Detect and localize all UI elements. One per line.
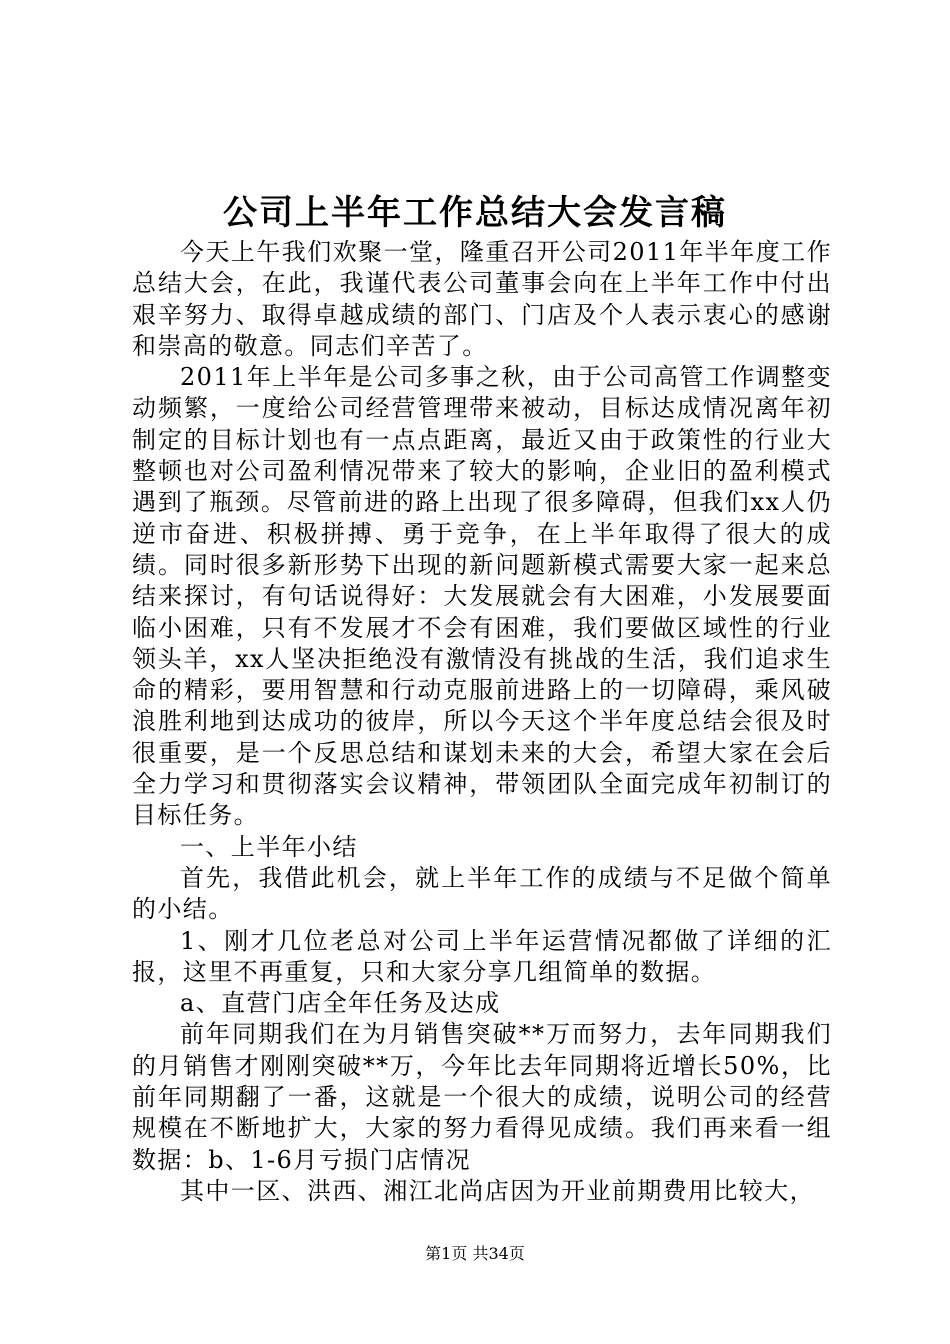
document-title: 公司上半年工作总结大会发言稿 [223,193,727,233]
page-footer: 第1页 共34页 [425,1244,525,1263]
subsection-heading: a、直营门店全年任务及达成 [180,989,501,1018]
paragraph: 前年同期我们在为月销售突破**万而努力，去年同期我们的月销售才刚刚突破**万，今年比去年同期将近增长50%，比前年同期翻了一番，这就是一个很大的成绩，说明公司的经营规模在不断地扩大，大家的努力看得见成绩。我们再来看一组数据：b、1-6月亏损门店情况 [132,1020,832,1174]
document-body [132,237,832,1207]
paragraph: 其中一区、洪西、湘江北尚店因为开业前期费用比较大， [180,1176,815,1205]
section-heading: 一、上半年小结 [180,832,358,861]
paragraph: 1、刚才几位老总对公司上半年运营情况都做了详细的汇报，这里不再重复，只和大家分享几组简单的数据。 [132,926,832,986]
paragraph: 首先，我借此机会，就上半年工作的成绩与不足做个简单的小结。 [132,863,832,924]
paragraph: 2011年上半年是公司多事之秋，由于公司高管工作调整变动频繁，一度给公司经营管理带来被动，目标达成情况离年初制定的目标计划也有一点点距离，最近又由于政策性的行业大整顿也对公司盈利情况带来了较大的影响，企业旧的盈利模式遇到了瓶颈。尽管前进的路上出现了很多障碍，但我们xx人仍逆市奋进、积极拼搏、勇于竞争，在上半年取得了很大的成绩。同时很多新形势下出现的新问题新模式需要大家一起来总结来探讨，有句话说得好：大发展就会有大困难，小发展要面临小困难，只有不发展才不会有困难，我们要做区域性的行业领头羊，xx人坚决拒绝没有激情没有挑战的生活，我们追求生命的精彩，要用智慧和行动克服前进路上的一切障碍，乘风破浪胜利地到达成功的彼岸，所以今天这个半年度总结会很及时很重要，是一个反思总结和谋划未来的大会，希望大家在会后全力学习和贯彻落实会议精神，带领团队全面完成年初制订的目标任务。 [132,363,832,830]
paragraph: 今天上午我们欢聚一堂，隆重召开公司2011年半年度工作总结大会，在此，我谨代表公司董事会向在上半年工作中付出艰辛努力、取得卓越成绩的部门、门店及个人表示衷心的感谢和崇高的敬意。同志们辛苦了。 [132,238,832,360]
